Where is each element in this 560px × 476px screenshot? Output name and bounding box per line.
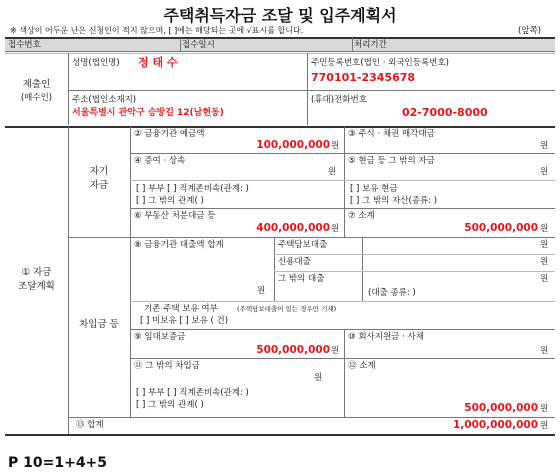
form-notice: ※ 색상이 어두운 난은 신청인이 적지 않으며, [ ]에는 해당되는 곳에 √표시를 합니다. (10, 26, 304, 35)
name-value[interactable]: 정 태 수 (138, 56, 178, 69)
footer-formula: P 10=1+4+5 (8, 455, 108, 471)
stock-sale-unit: 원 (540, 141, 549, 151)
rule-reception-div1 (180, 38, 181, 51)
company-support-label: ⑩ 회사지원금 · 사채 (348, 332, 424, 342)
other-loan-unit: 원 (540, 274, 549, 284)
rule-submitter-left (68, 53, 69, 125)
reception-number-label: 접수번호 (8, 40, 41, 50)
lease-deposit-unit: 원 (331, 346, 340, 356)
rule-reception-bottom (5, 51, 555, 52)
phone-value[interactable]: 02-7000-8000 (402, 106, 488, 119)
deposit-unit: 원 (331, 141, 340, 151)
existing-house-options[interactable]: [ ] 미보유 [ ] 보유 ( 건) (140, 316, 229, 326)
loan-total-label: ⑧ 금융기관 대출액 합계 (134, 240, 224, 250)
address-label: 주소(법인소재지) (72, 95, 137, 105)
funding-section-label: ① 자금 (21, 267, 52, 278)
deposit-label: ② 금융기관 예금액 (134, 129, 205, 139)
rule-borrow-bottom (68, 417, 555, 418)
borrow-subtotal-unit: 원 (540, 404, 549, 414)
own-subtotal-value[interactable]: 500,000,000 (464, 222, 538, 234)
rule-own-r2a (130, 180, 555, 181)
credit-loan-unit: 원 (540, 257, 549, 267)
page-side-label: (앞쪽) (518, 26, 542, 36)
realestate-value[interactable]: 400,000,000 (256, 222, 330, 234)
loan-total-unit: 원 (257, 286, 266, 296)
borrowed-label: 차입금 등 (79, 319, 119, 330)
rule-submitter-row (68, 90, 555, 91)
realestate-unit: 원 (331, 224, 340, 234)
existing-house-label: 기존 주택 보유 여부 (144, 304, 218, 314)
existing-house-note: (주택담보대출이 있는 경우만 기재) (237, 305, 337, 313)
submitter-section-sub: (매수인) (20, 93, 53, 103)
form-title: 주택취득자금 조달 및 입주계획서 (163, 6, 397, 25)
rule-submitter-top (5, 53, 555, 54)
processing-period-label: 처리기간 (354, 40, 387, 50)
other-loan-label: 그 밖의 대출 (278, 274, 325, 284)
submitter-section-label: 제출인 (22, 79, 51, 90)
lease-deposit-label: ⑨ 임대보증금 (134, 332, 186, 342)
rule-lease-bottom (130, 358, 555, 359)
other-borrow-unit: 원 (314, 373, 323, 383)
realestate-label: ⑥ 부동산 처분대금 등 (134, 211, 216, 221)
gift-inheritance-label: ④ 증여 · 상속 (134, 156, 186, 166)
gift-unit: 원 (328, 167, 337, 177)
rule-borrow-mid (344, 329, 345, 417)
own-subtotal-unit: 원 (540, 224, 549, 234)
rule-loan-r1 (274, 254, 555, 255)
other-borrow-label: ⑪ 그 밖의 차입금 (134, 361, 200, 371)
cash-other-label: ⑤ 현금 등 그 밖의 자금 (348, 156, 435, 166)
reception-date-label: 접수일시 (182, 40, 215, 50)
gift-relation-line2[interactable]: [ ] 그 밖의 관계( ) (136, 196, 204, 206)
rule-table-bottom (5, 434, 555, 436)
reception-row (5, 38, 555, 51)
gift-relation-line1[interactable]: [ ] 부부 [ ] 직계존비속(관계: ) (136, 184, 249, 194)
rule-category-col (130, 127, 131, 417)
company-support-unit: 원 (540, 346, 549, 356)
rule-reception-div2 (352, 38, 353, 51)
cash-unit: 원 (540, 167, 549, 177)
own-funds-label: 자기 (89, 166, 109, 177)
credit-loan-label: 신용대출 (278, 257, 311, 267)
rule-loan-split (274, 237, 275, 301)
rule-loan-split2 (362, 237, 363, 301)
rule-own-r1 (130, 153, 555, 154)
own-subtotal-label: ⑦ 소계 (348, 211, 375, 221)
grand-total-value[interactable]: 1,000,000,000 (452, 419, 538, 431)
grand-total-label: ⑬ 합계 (76, 420, 104, 430)
mortgage-loan-label: 주택담보대출 (278, 240, 328, 250)
rule-loan-bottom (130, 301, 555, 302)
id-number-value[interactable]: 770101-2345678 (311, 71, 416, 84)
borrow-relation-line1[interactable]: [ ] 부부 [ ] 직계존비속(관계: ) (136, 388, 249, 398)
borrow-relation-line2[interactable]: [ ] 그 밖의 관계( ) (136, 400, 204, 410)
rule-own-r3 (130, 208, 555, 209)
rule-top (5, 37, 555, 39)
rule-loan-r2 (274, 271, 555, 272)
rule-submitter-mid (307, 53, 308, 125)
rule-own-mid (344, 127, 345, 237)
name-label: 성명(법인명) (72, 58, 120, 68)
own-funds-label-2: 자금 (89, 180, 109, 191)
mortgage-loan-unit: 원 (540, 240, 549, 250)
rule-own-bottom (68, 237, 555, 238)
borrow-subtotal-label: ⑫ 소계 (348, 361, 376, 371)
id-number-label: 주민등록번호(법인 · 외국인등록번호) (311, 58, 449, 68)
lease-deposit-value[interactable]: 500,000,000 (256, 344, 330, 356)
cash-asset-line2[interactable]: [ ] 그 밖의 자산(종류: ) (350, 196, 438, 206)
address-value[interactable]: 서울특별시 관악구 승방길 12(남현동) (72, 108, 224, 118)
deposit-value[interactable]: 100,000,000 (256, 139, 330, 151)
grand-total-unit: 원 (540, 421, 549, 431)
funding-section-label-2: 조달계획 (18, 281, 55, 292)
rule-house-bottom (130, 329, 555, 330)
loan-type-field[interactable]: (대출 종류: ) (368, 288, 416, 298)
rule-submitter-bottom (5, 126, 555, 128)
stock-sale-label: ③ 주식 · 채권 매각대금 (348, 129, 435, 139)
phone-label: (휴대)전화번호 (311, 95, 367, 105)
cash-asset-line1[interactable]: [ ] 보유 현금 (350, 184, 398, 194)
borrow-subtotal-value[interactable]: 500,000,000 (464, 402, 538, 414)
